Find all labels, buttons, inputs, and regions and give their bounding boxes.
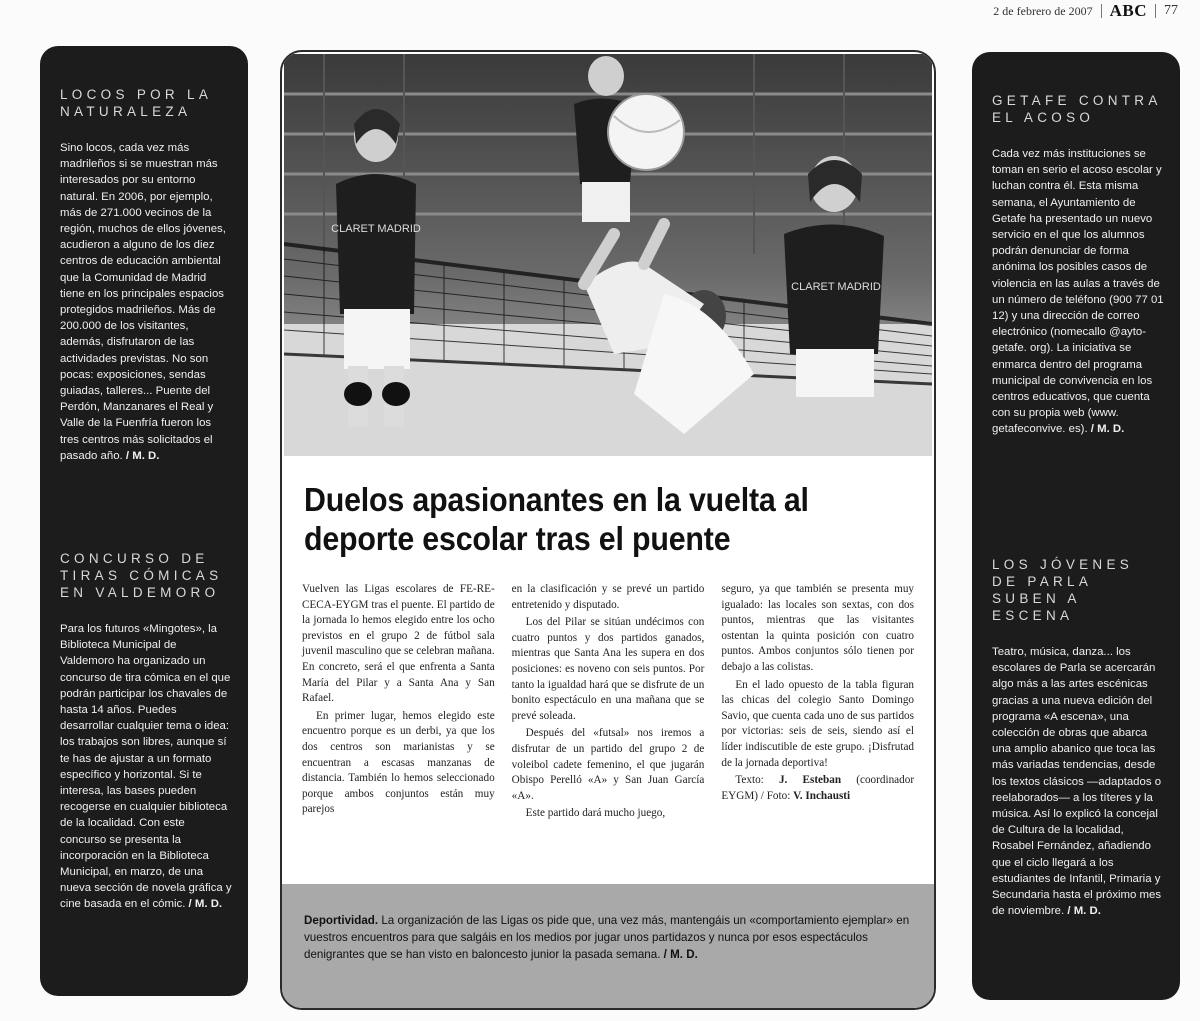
svg-text:CLARET MADRID: CLARET MADRID — [331, 223, 421, 235]
brief-title: LOS JÓVENES DE PARLA SUBEN A ESCENA — [992, 557, 1134, 623]
article-body — [302, 582, 914, 882]
page-header — [993, 0, 1178, 22]
publication-date: 2 de febrero de 2007 — [993, 3, 1093, 18]
photo-caption-box — [282, 884, 934, 1008]
brief-body: Cada vez más instituciones se toman en serio el acoso escolar y luchan contra él. Esta misma semana, el Ayuntamiento de Getafe ha presentado un nuevo servicio en el que los alumnos podrán denunciar de forma anónima los posibles casos de violencia en las aulas a través de un número de teléfono (900 77 01 12) y una dirección de correo electrónico (nomecallo @ayto-getafe. org). La iniciativa se enmarca dentro del programa municipal de convivencia en los centros educativos, que cuenta con su propia web (www. getafeconvive. es). / M. D. — [992, 148, 1164, 436]
volleyball-photo-illustration — [284, 54, 932, 456]
header-divider — [1101, 4, 1102, 18]
brief-body: Sino locos, cada vez más madrileños si se muestran más interesados por su entorno natural. En 2006, por ejemplo, más de 271.000 vecinos de la región, muchos de ellos jóvenes, acudieron a alguno de los diez centros de educación ambiental que la Comunidad de Madrid tiene en los principales espacios protegidos madrileños. Más de 200.000 de los visitantes, además, disfrutaron de las actividades previstas. No son pocas: exposiciones, sendas guiadas, talleres... Puente del Perdón, Manzanares el Real y Valle de la Fuenfría fueron los tres centros más solicitados el pasado año. / M. D. — [60, 142, 226, 462]
right-news-box — [972, 52, 1180, 1000]
brief-getafe — [992, 92, 1164, 438]
photo-caption: Deportividad. La organización de las Ligas os pide que, una vez más, mantengáis un «comportamiento ejemplar» en vuestros encuentros para que salgáis en los medios por jugar unos partidazos y nunca por esos espectáculos denigrantes que se han visto en baloncesto junior la pasada semana. / M. D. — [304, 914, 910, 961]
article-column-2: en la clasificación y se prevé un partido entretenido y disputado. Los del Pilar se sitúan undécimos con cuatro puntos y dos partidos ganados, mientras que Santa Ana les supera en dos posiciones: es noveno con seis puntos. Por tanto la igualdad hará que se disfrute de un bonito espectáculo en una mañana que se prevé soleada. Después del «futsal» nos iremos a disfrutar de un partido del grupo 2 de voleibol cadete femenino, el que jugarán Obispo Perelló «A» y San Juan García «A». Este partido dará mucho juego, — [511, 583, 705, 820]
brief-nature — [60, 86, 232, 464]
svg-text:CLARET MADRID: CLARET MADRID — [791, 281, 881, 293]
article-credit: Texto: J. Esteban (coordinador EYGM) / Foto: V. Inchausti — [721, 774, 915, 802]
page-number: 77 — [1164, 3, 1178, 18]
left-news-box — [40, 46, 248, 996]
brief-body: Para los futuros «Mingotes», la Biblioteca Municipal de Valdemoro ha organizado un concurso de tira cómica en el que podrán participar los chavales de hasta 14 años. Puedes desarrollar cualquier tema o idea: los trabajos son libres, aunque sí te has de ajustar a un formato específico y horizontal. Si te interesa, las bases pueden recogerse en cualquier biblioteca de la localidad. Con este concurso se presenta la incorporación en la Biblioteca Municipal, en marzo, de una nueva sección de novela gráfica y cine basada en el cómic. / M. D. — [60, 623, 232, 911]
brief-title: CONCURSO DE TIRAS CÓMICAS EN VALDEMORO — [60, 551, 223, 600]
header-divider — [1155, 4, 1156, 18]
article-column-1: Vuelven las Ligas escolares de FE-RE-CECA-EYGM tras el puente. El partido de la jornada lo hemos elegido entre los ocho previstos en el grupo 2 de fútbol sala juvenil masculino que se celebran mañana. En concreto, será el que enfrenta a Santa María del Pilar y a Santa Ana y San Rafael. En primer lugar, hemos elegido este encuentro porque es un derbi, ya que los dos centros son marianistas y se encuentran a escasas manzanas de distancia. También lo hemos seleccionado porque ambos conjuntos están muy parejos — [302, 583, 495, 816]
volleyball-photo — [284, 54, 932, 456]
article-column-3: seguro, ya que también se presenta muy igualado: las locales son sextas, con dos puntos, mientras que las visitantes ostentan la quinta posición con cuatro puntos. Ambos conjuntos sólo tienen por debajo a las colistas. En el lado opuesto de la tabla figuran las chicas del colegio Santo Domingo Savio, que cuenta cada uno de sus partidos por victorias: seis de seis, siendo así el líder indiscutible de este grupo. ¡Disfrutad de la jornada deportiva! Texto: J. Esteban (coordinador EYGM) / Foto: V. Inchausti — [721, 582, 914, 882]
brief-parla — [992, 556, 1164, 919]
brief-title: GETAFE CONTRA EL ACOSO — [992, 93, 1161, 125]
newspaper-logo: ABC — [1109, 1, 1147, 20]
brief-comics — [60, 550, 232, 913]
main-article — [280, 50, 936, 1010]
article-headline: Duelos apasionantes en la vuelta al deporte escolar tras el puente — [304, 481, 809, 557]
brief-body: Teatro, música, danza... los escolares de Parla se acercarán algo más a las artes escénicas gracias a una nueva edición del programa «A escena», una colección de obras que abarca una amplio abanico que toca las más variadas tendencias, desde los textos clásicos —adaptados o reelaborados— a los títeres y la música. Así lo explicó la concejal de Cultura de la localidad, Rosabel Fernández, añadiendo que el ciclo llegará a los estudiantes de Infantil, Primaria y Secundaria hasta el próximo mes de noviembre. / M. D. — [992, 646, 1162, 918]
brief-title: LOCOS POR LA NATURALEZA — [60, 87, 212, 119]
